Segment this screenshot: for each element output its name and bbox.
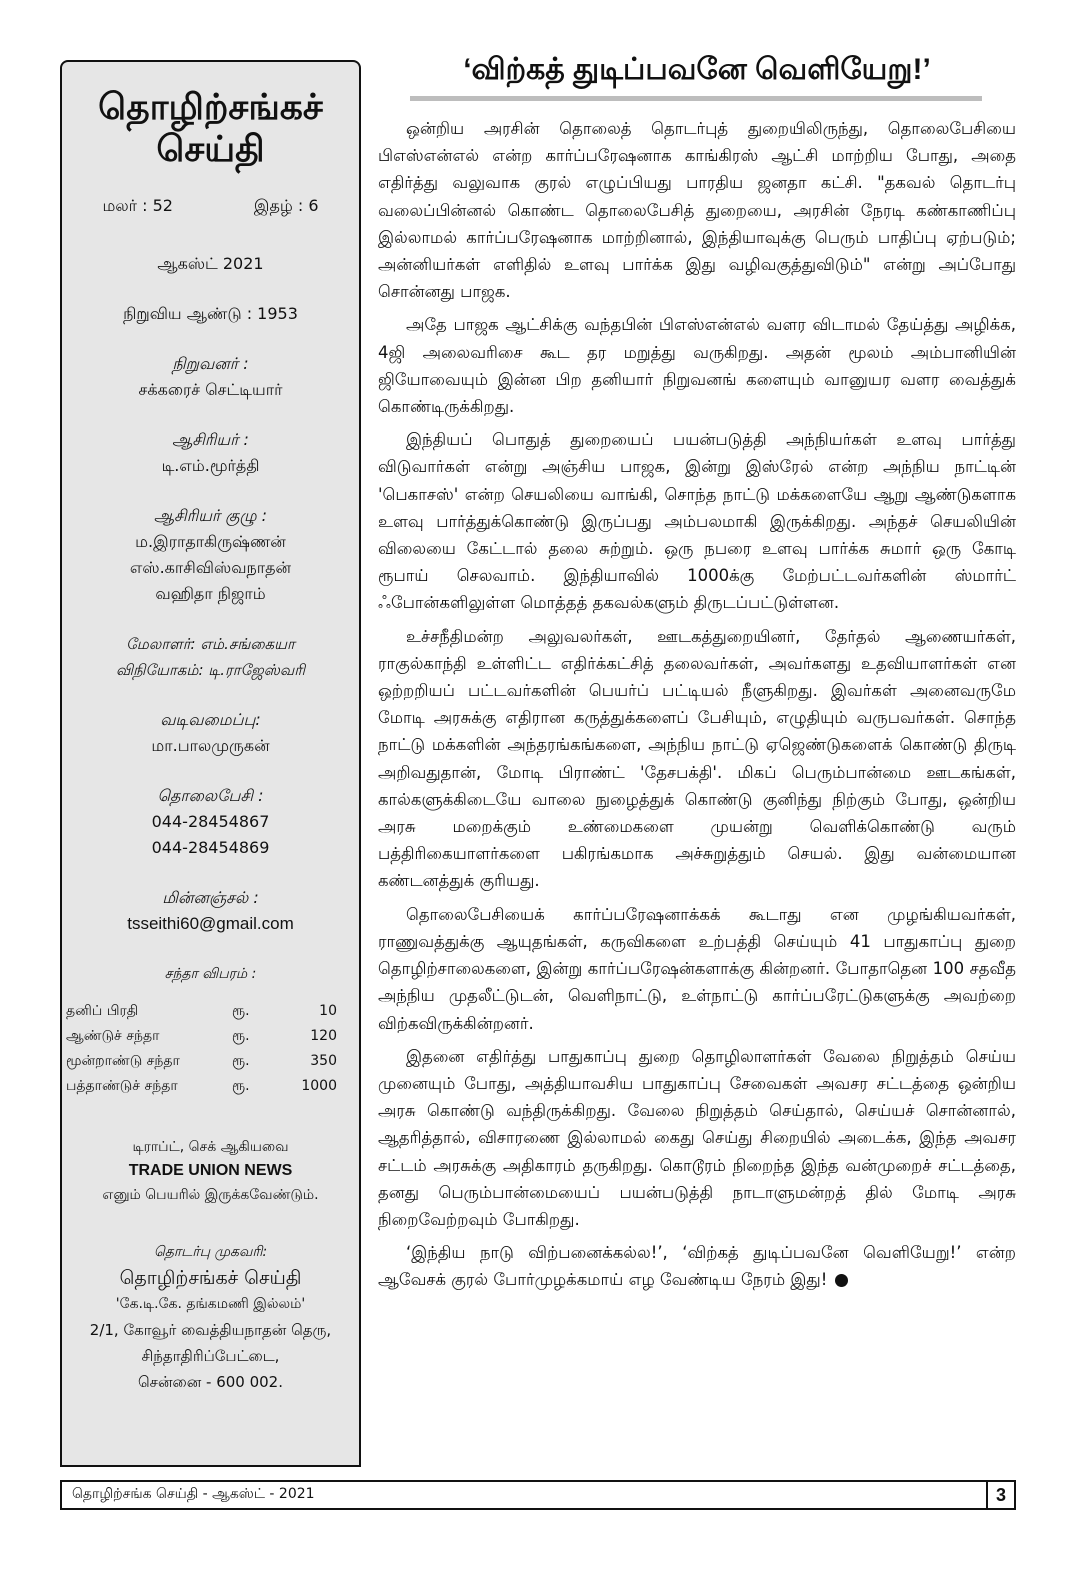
address-line: சென்னை - 600 002. [137, 1373, 283, 1391]
address-line: 2/1, கோவூர் வைத்தியநாதன் தெரு, [89, 1321, 332, 1339]
founded-year: நிறுவிய ஆண்டு : 1953 [123, 304, 298, 323]
sub-currency: ரூ. [232, 1003, 250, 1019]
article-paragraph: ஒன்றிய அரசின் தொலைத் தொடர்புத் துறையிலிருந்து, தொலைபேசியை பிஎஸ்என்எல் என்ற கார்ப்பரேஷனாக காங்கிரஸ் ஆட்சி மாற்றிய போது, அதை எதிர்த்து வலுவாக குரல் எழுப்பியது பாரதிய ஜனதா கட்சி. "தகவல் தொடர்பு வலைப்பின்னல் கொண்ட தொலைபேசித் துறையை, அரசின் நேரடி கண்காணிப்பு இல்லாமல் கார்ப்பரேஷனாக மாற்றினால், இந்தியாவுக்கு பெரும் பாதிப்பு ஏற்படும்; அன்னியர்கள் எளிதில் உளவு பார்க்க இது வழிவகுத்துவிடும்" என்று அப்போது சொன்னது பாஜக. [378, 119, 1016, 302]
title-rule [410, 96, 982, 101]
end-mark-icon [835, 1274, 848, 1287]
sub-name: மூன்றாண்டு சந்தா [66, 1053, 180, 1069]
email-label: மின்னஞ்சல் : [162, 888, 259, 907]
masthead-line: தொழிற்சங்கச் [98, 86, 323, 127]
address-label: தொடர்பு முகவரி: [153, 1244, 268, 1260]
board-member: வஹிதா நிஜாம் [155, 584, 266, 603]
founder-label: நிறுவனர் : [172, 354, 249, 373]
article-closing [378, 1239, 1016, 1293]
sub-amount: 10 [319, 1003, 337, 1019]
page-footer [60, 1480, 1016, 1510]
closing-text: ‘இந்திய நாடு விற்பனைக்கல்ல!’, ‘விற்கத் துடிப்பவனே வெளியேறு!’ என்ற ஆவேசக் குரல் போர்முழக்கமாய் எழ வேண்டிய நேரம் இது! [378, 1243, 1016, 1290]
subscription-label: சந்தா விபரம் : [164, 966, 257, 982]
sub-currency: ரூ. [232, 1078, 250, 1094]
address-line: 'கே.டி.கே. தங்கமணி இல்லம்' [115, 1296, 306, 1312]
payment-note: எனும் பெயரில் இருக்கவேண்டும். [102, 1187, 319, 1203]
subscription-row [66, 1049, 355, 1074]
board-label: ஆசிரியர் குழு : [153, 506, 268, 525]
editorial-article [378, 48, 1016, 1300]
board-member: ம.இராதாகிருஷ்ணன் [135, 532, 286, 551]
phone-label: தொலைபேசி : [157, 786, 264, 805]
sub-currency: ரூ. [232, 1053, 250, 1069]
sub-name: தனிப் பிரதி [66, 1003, 139, 1019]
phone-number: 044-28454867 [151, 812, 270, 831]
masthead-sidebar [60, 60, 361, 1467]
payee-name: TRADE UNION NEWS [128, 1162, 293, 1179]
article-paragraph: இதனை எதிர்த்து பாதுகாப்பு துறை தொழிலாளர்கள் வேலை நிறுத்தம் செய்ய முனையும் போது, அத்தியாவசிய பாதுகாப்பு சேவைகள் அவசர சட்டத்தை ஒன்றிய அரசு கொண்டு வந்திருக்கிறது. வேலை நிறுத்தம் செய்தால், செய்யச் சொன்னால், ஆதரித்தால், விசாரணை இல்லாமல் கைது செய்து சிறையில் அடைக்க, இந்த அவசர சட்டம் அரசுக்கு அதிகாரம் தருகிறது. கொடூரம் நிறைந்த இந்த வன்முறைச் சட்டத்தை, தனது பெரும்பான்மையைப் பயன்படுத்தி நாடாளுமன்றத் தில் மோடி அரசு நிறைவேற்றவும் போகிறது. [378, 1046, 1016, 1229]
article-paragraph: அதே பாஜக ஆட்சிக்கு வந்தபின் பிஎஸ்என்எல் வளர விடாமல் தேய்த்து அழிக்க, 4ஜி அலைவரிசை கூட தர மறுத்து வருகிறது. அதன் மூலம் அம்பானியின் ஜியோவையும் இன்ன பிற தனியார் நிறுவனங் களையும் வானுயர வளர வைத்துக் கொண்டிருக்கிறது. [378, 315, 1016, 417]
editor: டி.எம்.மூர்த்தி [161, 456, 260, 475]
sub-amount: 120 [310, 1028, 337, 1044]
sub-amount: 1000 [301, 1078, 337, 1094]
address-line: தொழிற்சங்கச் செய்தி [119, 1267, 302, 1289]
designer: மா.பாலமுருகன் [151, 736, 270, 755]
phone-number: 044-28454869 [151, 838, 270, 857]
email-link[interactable]: tsseithi60@gmail.com [127, 914, 294, 933]
subscription-table [66, 999, 355, 1099]
subscription-row [66, 1074, 355, 1099]
article-title: ‘விற்கத் துடிப்பவனே வெளியேறு!’ [463, 53, 931, 86]
masthead-line: செய்தி [156, 128, 265, 169]
manager: மேலாளர்: எம்.சங்கையா [126, 635, 295, 653]
subscription-row [66, 1024, 355, 1049]
board-member: எஸ்.காசிவிஸ்வநாதன் [129, 558, 292, 577]
article-paragraph: உச்சநீதிமன்ற அலுவலர்கள், ஊடகத்துறையினர், தேர்தல் ஆணையர்கள், ராகுல்காந்தி உள்ளிட்ட எதிர்க்கட்சித் தலைவர்கள், அவர்களது உதவியாளர்கள் என ஒற்றறியப் பட்டவர்களின் பெயர்ப் பட்டியல் நீளுகிறது. இவர்கள் அனைவருமே மோடி அரசுக்கு எதிரான கருத்துக்களைப் பேசியும், எழுதியும் வருபவர்கள். சொந்த நாட்டு மக்களின் அந்தரங்கங்களை, அந்நிய நாட்டு ஏஜெண்டுகளைக் கொண்டு திருடி அறிவதுதான், மோடி பிராண்ட் 'தேசபக்தி'. மிகப் பெரும்பான்மை ஊடகங்கள், கால்களுக்கிடையே வாலை நுழைத்துக் கொண்டு குனிந்து நிற்கும் போது, ஒன்றிய அரசு மறைக்கும் உண்மைகளை முயன்று வெளிக்கொண்டு வரும் பத்திரிகையாளர்களை பகிரங்கமாக அச்சுறுத்தும் செயல். இது வன்மையான கண்டனத்துக் குரியது. [378, 626, 1016, 891]
page-number: 3 [986, 1482, 1014, 1508]
sub-currency: ரூ. [232, 1028, 250, 1044]
design-label: வடிவமைப்பு: [160, 710, 261, 729]
masthead-title [62, 86, 359, 170]
article-paragraph: இந்தியப் பொதுத் துறையைப் பயன்படுத்தி அந்நியர்கள் உளவு பார்த்து விடுவார்கள் என்று அஞ்சிய பாஜக, இன்று இஸ்ரேல் என்ற அந்நிய நாட்டின் 'பெகாசஸ்' என்ற செயலியை வாங்கி, சொந்த நாட்டு மக்களையே ஆறு ஆண்டுகளாக உளவு பார்த்துக்கொண்டு இருப்பது அம்பலமாகி இருக்கிறது. அந்தச் செயலியின் விலையை கேட்டால் தலை சுற்றும். ஒரு நபரை உளவு பார்க்க சுமார் ஒரு கோடி ரூபாய் செலவாம். இந்தியாவில் 1000க்கு மேற்பட்டவர்களின் ஸ்மார்ட் ஃபோன்களிலுள்ள மொத்தத் தகவல்களும் திருடப்பட்டுள்ளன. [378, 430, 1016, 613]
issue-date: ஆகஸ்ட் 2021 [157, 254, 264, 273]
editor-label: ஆசிரியர் : [172, 430, 249, 449]
distribution: விநியோகம்: டி.ராஜேஸ்வரி [115, 661, 306, 679]
founder: சக்கரைச் செட்டியார் [138, 380, 283, 399]
footer-title: தொழிற்சங்க செய்தி - ஆகஸ்ட் - 2021 [72, 1486, 315, 1502]
subscription-row [66, 999, 355, 1024]
sub-name: ஆண்டுச் சந்தா [66, 1028, 160, 1044]
issue: இதழ் : 6 [253, 196, 319, 215]
sub-amount: 350 [310, 1053, 337, 1069]
article-paragraph: தொலைபேசியைக் கார்ப்பரேஷனாக்கக் கூடாது என முழங்கியவர்கள், ராணுவத்துக்கு ஆயுதங்கள், கருவிகளை உற்பத்தி செய்யும் 41 பாதுகாப்பு துறை தொழிற்சாலைகளை, இன்று கார்ப்பரேஷன்களாக்கு கின்றனர். போதாதென 100 சதவீத அந்நிய முதலீட்டுடன், வெளிநாட்டு, உள்நாட்டு கார்ப்பரேட்டுகளுக்கு அவற்றை விற்கவிருக்கின்றனர். [378, 904, 1016, 1033]
payment-note: டிராப்ட், செக் ஆகியவை [132, 1139, 289, 1155]
address-line: சிந்தாதிரிப்பேட்டை, [141, 1347, 280, 1365]
volume: மலர் : 52 [102, 196, 173, 215]
sub-name: பத்தாண்டுச் சந்தா [66, 1078, 178, 1094]
